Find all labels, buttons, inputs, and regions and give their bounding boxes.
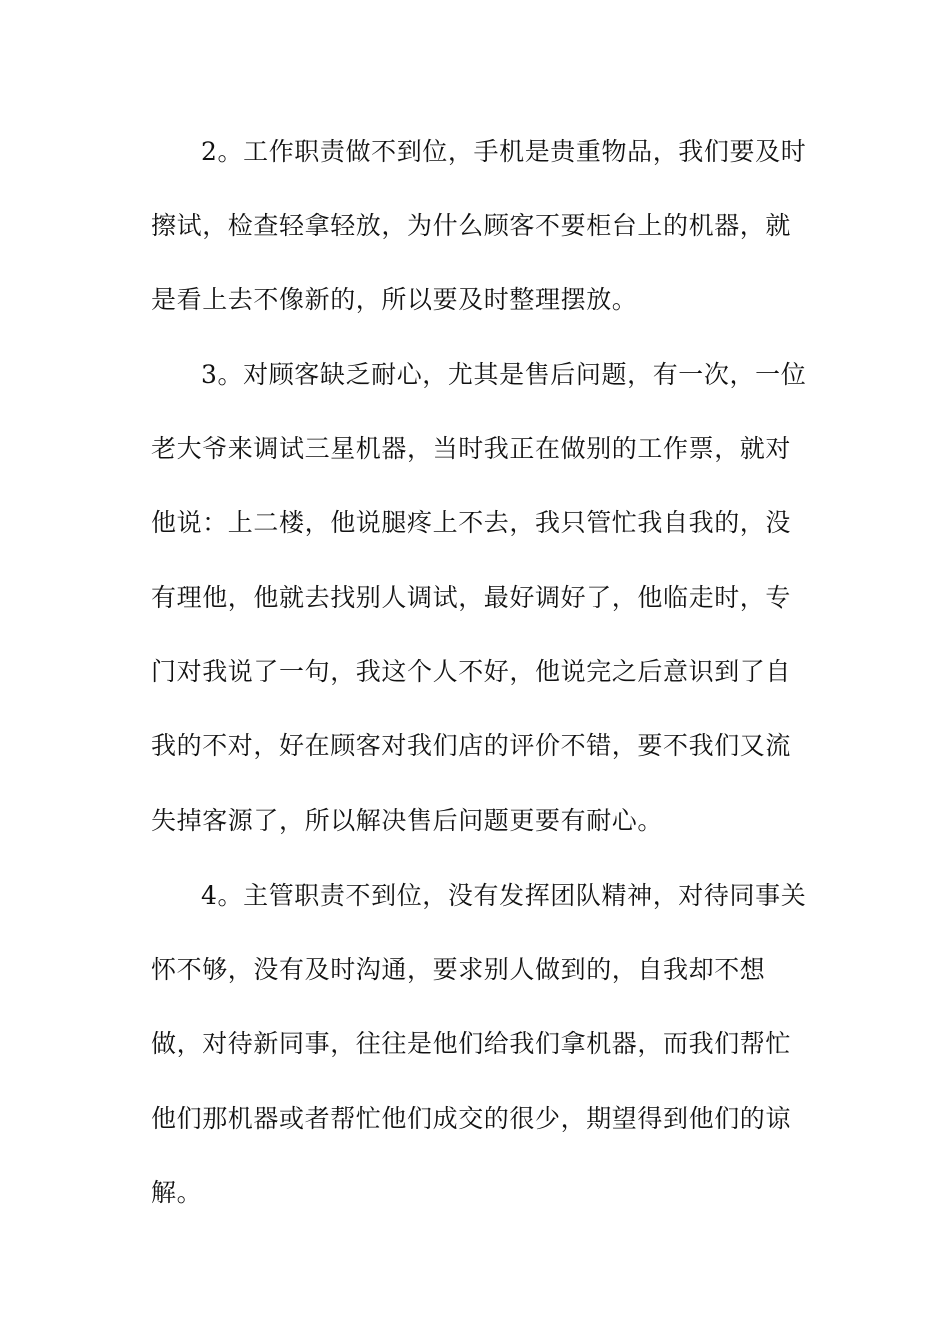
text-line: 失掉客源了，所以解决售后问题更要有耐心。: [151, 806, 664, 835]
text-line: 有理他，他就去找别人调试，最好调好了，他临走时，专: [151, 583, 792, 612]
text-line: 3。对顾客缺乏耐心，尤其是售后问题，有一次，一位: [201, 360, 807, 389]
text-line: 他说：上二楼，他说腿疼上不去，我只管忙我自我的，没: [151, 508, 792, 537]
text-line: 老大爷来调试三星机器，当时我正在做别的工作票，就对: [151, 434, 792, 463]
text-line: 是看上去不像新的，所以要及时整理摆放。: [151, 285, 638, 314]
text-line: 我的不对，好在顾客对我们店的评价不错，要不我们又流: [151, 731, 792, 760]
text-line: 4。主管职责不到位，没有发挥团队精神，对待同事关: [201, 881, 807, 910]
text-line: 做，对待新同事，往往是他们给我们拿机器，而我们帮忙: [151, 1029, 792, 1058]
text-line: 他们那机器或者帮忙他们成交的很少，期望得到他们的谅: [151, 1104, 792, 1133]
text-line: 擦试，检查轻拿轻放，为什么顾客不要柜台上的机器，就: [151, 211, 792, 240]
text-line: 怀不够，没有及时沟通，要求别人做到的，自我却不想: [151, 955, 766, 984]
text-line: 解。: [151, 1178, 203, 1207]
text-line: 2。工作职责做不到位，手机是贵重物品，我们要及时: [201, 137, 807, 166]
text-line: 门对我说了一句，我这个人不好，他说完之后意识到了自: [151, 657, 792, 686]
